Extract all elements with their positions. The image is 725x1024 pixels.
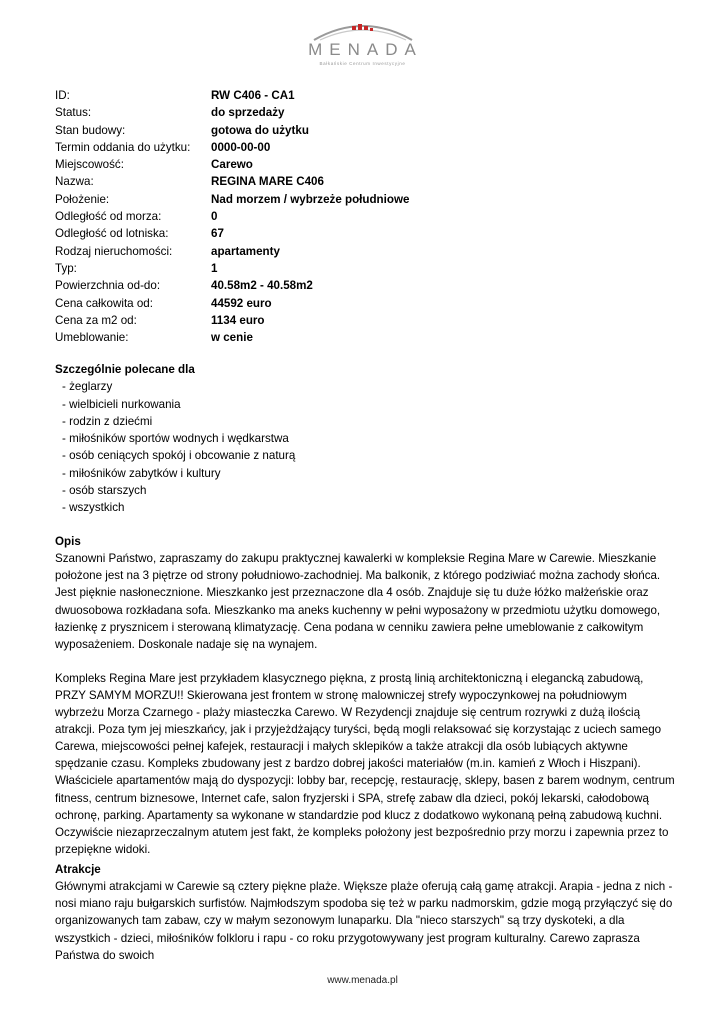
detail-row — [55, 312, 409, 329]
detail-value: 44592 euro — [211, 296, 272, 310]
list-item: - miłośników sportów wodnych i wędkarstwa — [62, 432, 289, 446]
detail-label: Odległość od morza: — [55, 210, 162, 224]
detail-value: REGINA MARE C406 — [211, 175, 324, 189]
atrakcje-section — [55, 861, 675, 964]
detail-label: Cena za m2 od: — [55, 313, 137, 327]
detail-row — [55, 260, 409, 277]
detail-value: apartamenty — [211, 244, 280, 258]
detail-label: Status: — [55, 106, 92, 120]
detail-value: RW C406 - CA1 — [211, 89, 295, 102]
recommended-title: Szczególnie polecane dla — [55, 363, 195, 376]
detail-label: Typ: — [55, 261, 77, 275]
detail-row — [55, 191, 409, 208]
detail-row — [55, 122, 409, 139]
detail-label: Położenie: — [55, 192, 110, 206]
detail-label: Cena całkowita od: — [55, 296, 153, 310]
recommended-section — [55, 361, 675, 517]
recommended-list — [55, 378, 675, 516]
detail-label: Powierzchnia od-do: — [55, 279, 161, 293]
detail-row — [55, 295, 409, 312]
detail-row — [55, 243, 409, 260]
footer-url[interactable]: www.menada.pl — [327, 975, 398, 986]
roof-logo-icon — [308, 18, 418, 42]
detail-value: do sprzedaży — [211, 106, 285, 120]
detail-value: gotowa do użytku — [211, 123, 309, 137]
menada-logo — [0, 18, 725, 66]
detail-label: Rodzaj nieruchomości: — [55, 244, 173, 258]
detail-label: Odległość od lotniska: — [55, 227, 169, 241]
property-details — [55, 87, 409, 346]
detail-row — [55, 208, 409, 225]
list-item: - wielbicieli nurkowania — [62, 397, 181, 411]
detail-label: Nazwa: — [55, 175, 94, 189]
detail-value: 0 — [211, 210, 218, 224]
list-item: - wszystkich — [62, 501, 125, 515]
opis-title: Opis — [55, 535, 81, 548]
detail-value: 1134 euro — [211, 313, 265, 327]
detail-label: Stan budowy: — [55, 123, 126, 137]
detail-row — [55, 139, 409, 156]
detail-value: 1 — [211, 261, 218, 275]
atrakcje-title: Atrakcje — [55, 863, 101, 876]
list-item: - osób ceniących spokój i obcowanie z naturą — [62, 449, 296, 463]
opis-paragraph: Kompleks Regina Mare jest przykładem klasycznego piękna, z prostą linią architektoniczną i elegancką zabudową, PRZY SAMYM MORZU!! Skierowana jest frontem w stronę malowniczej strefy wypoczynkowej na południowym wybrzeżu Morza Czarnego - plaży miasteczka Carewo. W Rezydencji znajduje się centrum rozrywki z dużą ilością atrakcji. Poza tym jej mieszkańcy, jak i przyjeżdżający turyści, będą mogli relaksować się korzystając z uciech samego Carewa, miejscowości pełnej kafejek, restauracji i małych sklepików a także atrakcji dla osób lubiących aktywne spędzanie czasu. Kompleks zbudowany jest z bardzo dobrej jakości materiałów (m.in. kamień z Włoch i Hiszpani). Właściciele apartamentów mają do dyspozycji: lobby bar, recepcję, restaurację, sklepy, basen z barem wodnym, centrum fitness, centrum biznesowe, Internet cafe, salon fryzjerski i SPA, strefę zabaw dla dzieci, pokój lekarski, całodobową ochronę, parking. Apartamenty sa wykonane w standardzie pod klucz z dodatkowo wykonaną pełną zabudową kuchni. Oczywiście niezaprzeczalnym atutem jest fakt, że kompleks położony jest bezpośrednio przy morzu i zapewnia przez to przepiękne widoki. — [55, 671, 675, 856]
detail-value: Nad morzem / wybrzeże południowe — [211, 192, 410, 206]
detail-label: ID: — [55, 89, 70, 102]
detail-value: Carewo — [211, 158, 253, 172]
list-item: - żeglarzy — [62, 380, 113, 394]
logo-tagline: Bałkańskie Centrum Inwestycyjne — [319, 61, 406, 66]
atrakcje-paragraph: Głównymi atrakcjami w Carewie są cztery piękne plaże. Większe plaże oferują całą gamę atrakcji. Arapia - jedna z nich - nosi miano raju bułgarskich surfistów. Najmłodszym spodoba się też w parku nadmorskim, gdzie mogą przyłączyć się do organizowanych tam zabaw, czy w małym sezonowym lunaparku. Dla "nieco starszych" są trzy dyskoteki, a dla wszystkich - dzieci, miłośników folkloru i rapu - co roku przygotowywany jest program kulturalny. Carewo zaprasza Państwa do swoich — [55, 880, 673, 962]
detail-row — [55, 277, 409, 294]
list-item: - osób starszych — [62, 484, 147, 498]
detail-row — [55, 329, 409, 346]
detail-value: 40.58m2 - 40.58m2 — [211, 279, 313, 293]
logo-wordmark: MENADA — [308, 40, 423, 59]
detail-label: Umeblowanie: — [55, 331, 129, 345]
detail-value: 0000-00-00 — [211, 140, 271, 154]
detail-row — [55, 156, 409, 173]
detail-row — [55, 173, 409, 190]
detail-value: w cenie — [211, 331, 253, 345]
opis-paragraph: Szanowni Państwo, zapraszamy do zakupu praktycznej kawalerki w kompleksie Regina Mare w Carewie. Mieszkanie położone jest na 3 piętrze od strony południowo-zachodniej. Ma balkonik, z którego podziwiać można zachody słońca. Jest pięknie nasłonecznione. Mieszkanko jest przeznaczone dla 4 osób. Znajduje się tu duże łóżko małżeńskie oraz dwuosobowa rozkładana sofa. Mieszkanko ma aneks kuchenny w pełni wyposażony w przedmiotu użytku domowego, łazienkę z prysznicem i sterowaną klimatyzację. Cena podana w cenniku zawiera pełne umeblowanie z całkowitym wyposażeniem. Doskonale nadaje się na wynajem. — [55, 552, 661, 651]
detail-label: Miejscowość: — [55, 158, 124, 172]
detail-row — [55, 104, 409, 121]
list-item: - miłośników zabytków i kultury — [62, 466, 221, 480]
detail-row — [55, 87, 409, 104]
list-item: - rodzin z dziećmi — [62, 414, 153, 428]
detail-value: 67 — [211, 227, 224, 241]
detail-label: Termin oddania do użytku: — [55, 140, 191, 154]
opis-section — [55, 533, 675, 858]
detail-row — [55, 225, 409, 242]
